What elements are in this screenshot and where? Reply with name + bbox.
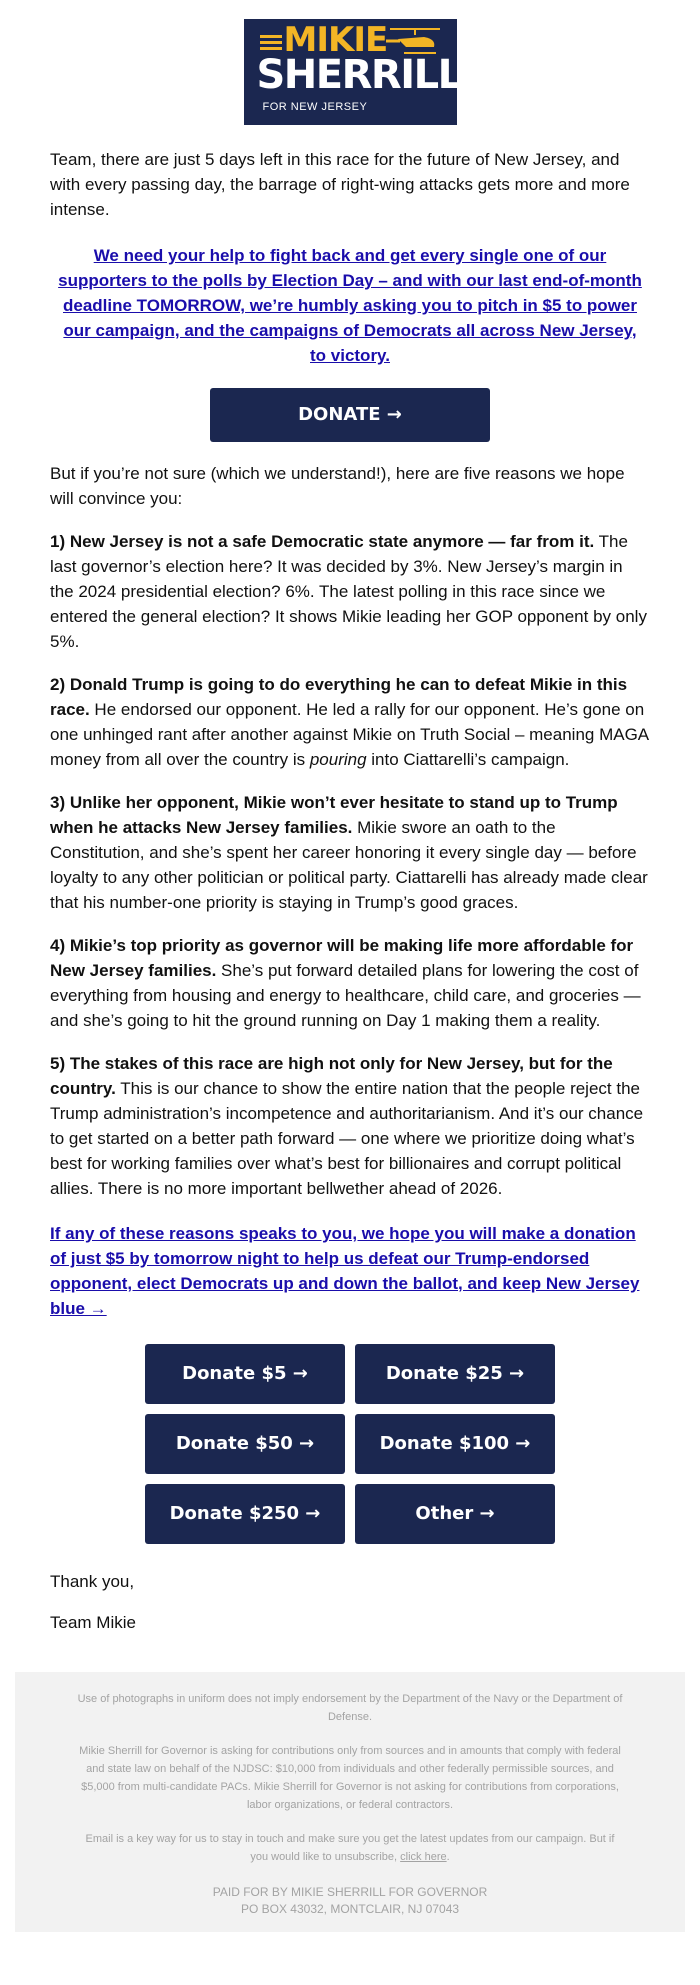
donate-other-button[interactable]: Other → bbox=[355, 1484, 555, 1544]
reason-1-text: The last governor’s election here? It was decided by 3%. New Jersey’s margin in the 2024 presidential election? 6%. The latest polling in this race since we entered the general election? It shows Mikie leading her GOP opponent by only 5%. bbox=[50, 532, 647, 651]
reason-1-heading: 1) New Jersey is not a safe Democratic state anymore — far from it. bbox=[50, 532, 595, 551]
callout-paragraph bbox=[50, 243, 650, 368]
donate-25-button[interactable]: Donate $25 → bbox=[355, 1344, 555, 1404]
reason-2-emphasis: pouring bbox=[309, 750, 367, 769]
email-body bbox=[50, 0, 650, 1635]
reason-3-heading: 3) Unlike her opponent, Mikie won’t ever hesitate to stand up to Trump when he attacks New Jersey families. bbox=[50, 793, 618, 837]
reason-2 bbox=[50, 672, 650, 772]
donate-50-button[interactable]: Donate $50 → bbox=[145, 1414, 345, 1474]
intro-paragraph: Team, there are just 5 days left in this race for the future of New Jersey, and with every passing day, the barrage of right-wing attacks gets more and more intense. bbox=[50, 150, 630, 219]
logo-container bbox=[50, 0, 650, 130]
donation-amount-grid bbox=[145, 1344, 555, 1544]
footer-unsubscribe bbox=[77, 1830, 623, 1866]
reason-5 bbox=[50, 1051, 650, 1201]
reason-4-heading: 4) Mikie’s top priority as governor will be making life more affordable for New Jersey families. bbox=[50, 936, 634, 980]
callout-link[interactable]: We need your help to fight back and get every single one of our supporters to the polls by Election Day – and with our last end-of-month deadline TOMORROW, we’re humbly asking you to pitch in $5 to power our campaign, and the campaigns of Democrats all across New Jersey, to victory. bbox=[58, 246, 642, 365]
donate-5-button[interactable]: Donate $5 → bbox=[145, 1344, 345, 1404]
reason-4-text: She’s put forward detailed plans for lowering the cost of everything from housing and energy to healthcare, child care, and groceries — and she’s going to hit the ground running on Day 1 making them a reality. bbox=[50, 961, 641, 1030]
reason-1 bbox=[50, 529, 650, 654]
footer-disclaimer: Use of photographs in uniform does not imply endorsement by the Department of the Navy or the Department of Defense. bbox=[77, 1693, 623, 1723]
campaign-logo[interactable] bbox=[244, 19, 462, 125]
reason-2-heading: 2) Donald Trump is going to do everything he can to defeat Mikie in this race. bbox=[50, 675, 628, 719]
thanks-text: Thank you, bbox=[50, 1572, 135, 1591]
reasons-intro: But if you’re not sure (which we understand!), here are five reasons we hope will convince you: bbox=[50, 464, 625, 508]
cta-paragraph bbox=[50, 1221, 650, 1321]
paid-by-line: PAID FOR BY MIKIE SHERRILL FOR GOVERNOR bbox=[212, 1885, 488, 1899]
logo-last-name: SHERRILL bbox=[256, 52, 462, 98]
footer-contributions: Mikie Sherrill for Governor is asking for contributions only from sources and in amounts that comply with federal and state law on behalf of the NJDSC: $10,000 from individuals and other federally permissible sources, and $5,000 from multi-candidate PACs. Mikie Sherrill for Governor is not asking for contributions from corporations, labor organizations, or federal contractors. bbox=[79, 1745, 621, 1811]
reason-2-text: He endorsed our opponent. He led a rally for our opponent. He’s gone on one unhinged rant after another against Mikie on Truth Social – meaning MAGA money from all over the country is bbox=[50, 700, 649, 769]
reason-4 bbox=[50, 933, 650, 1033]
donate-button[interactable]: DONATE → bbox=[210, 388, 490, 442]
unsubscribe-end: . bbox=[446, 1851, 450, 1863]
footer-paid-by bbox=[77, 1884, 623, 1918]
reason-2-text-end: into Ciattarelli’s campaign. bbox=[366, 750, 570, 769]
reason-3-text: Mikie swore an oath to the Constitution, and she’s spent her career honoring it every single day — before loyalty to any other politician or political party. Ciattarelli has already made clear that his number-one priority is staying in Trump’s good graces. bbox=[50, 818, 648, 912]
footer bbox=[15, 1672, 685, 1932]
unsubscribe-text: Email is a key way for us to stay in touch and make sure you get the latest updates from our campaign. But if you would like to unsubscribe, bbox=[85, 1833, 615, 1863]
unsubscribe-link[interactable]: click here bbox=[400, 1851, 447, 1863]
reason-5-text: This is our chance to show the entire nation that the people reject the Trump administration’s incompetence and authoritarianism. And it’s our chance to get started on a better path forward — one where we prioritize doing what’s best for working families over what’s best for billionaires and corrupt political allies. There is no more important bellwether ahead of 2026. bbox=[50, 1079, 644, 1198]
helicopter-icon bbox=[384, 25, 444, 59]
donate-250-button[interactable]: Donate $250 → bbox=[145, 1484, 345, 1544]
cta-link[interactable]: If any of these reasons speaks to you, we hope you will make a donation of just $5 by tomorrow night to help us defeat our Trump-endorsed opponent, elect Democrats up and down the ballot, and keep New Jersey blue → bbox=[50, 1224, 640, 1318]
logo-first-name: MIKIE bbox=[283, 20, 388, 60]
signature: Team Mikie bbox=[50, 1613, 136, 1632]
address-line: PO BOX 43032, MONTCLAIR, NJ 07043 bbox=[240, 1902, 460, 1916]
logo-stripes bbox=[260, 35, 282, 53]
reason-5-heading: 5) The stakes of this race are high not only for New Jersey, but for the country. bbox=[50, 1054, 613, 1098]
reason-3 bbox=[50, 790, 650, 915]
donate-100-button[interactable]: Donate $100 → bbox=[355, 1414, 555, 1474]
logo-tagline: FOR NEW JERSEY bbox=[262, 101, 368, 113]
